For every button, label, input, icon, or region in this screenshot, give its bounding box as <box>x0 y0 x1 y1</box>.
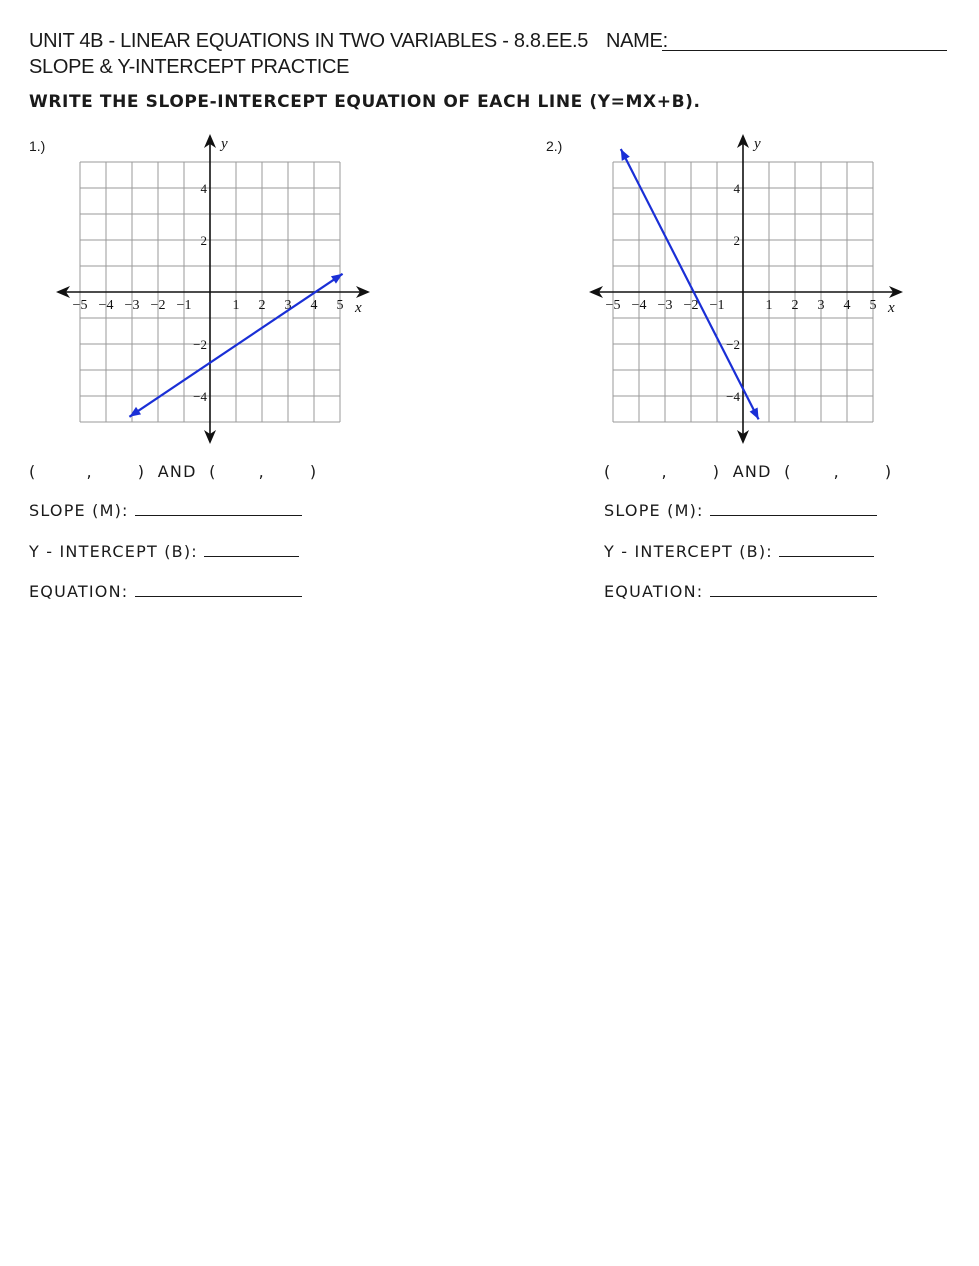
slope-answer-blank[interactable] <box>710 501 877 516</box>
x-axis-label: x <box>355 300 362 316</box>
slope-label: SLOPE (M): <box>604 501 704 520</box>
slope-answer-blank[interactable] <box>135 501 302 516</box>
x-tick-label: 4 <box>310 298 318 313</box>
name-label: NAME: <box>606 30 668 52</box>
coordinate-plane-2 <box>583 130 913 446</box>
x-tick-label: −2 <box>150 298 166 313</box>
x-tick-label: 2 <box>791 298 799 313</box>
name-field[interactable] <box>662 50 947 51</box>
paren-open: ( <box>29 462 37 481</box>
x-axis-label: x <box>888 300 895 316</box>
x-tick-label: 3 <box>284 298 292 313</box>
x-tick-label: −2 <box>683 298 699 313</box>
y-axis-label: y <box>221 136 228 152</box>
y-tick-label: −4 <box>193 389 207 404</box>
x-tick-label: −3 <box>657 298 673 313</box>
slope-label: SLOPE (M): <box>29 501 129 520</box>
problem-1-graph <box>50 130 380 451</box>
x-tick-label: −5 <box>72 298 88 313</box>
y-tick-label: −2 <box>726 337 740 352</box>
instructions: WRITE THE SLOPE-INTERCEPT EQUATION OF EACH LINE (Y=MX+B). <box>29 92 701 112</box>
y-tick-label: 4 <box>733 181 740 196</box>
paren-open: ( <box>604 462 612 481</box>
comma: , <box>86 462 93 481</box>
y-tick-label: 2 <box>200 233 207 248</box>
x-tick-label: −4 <box>631 298 647 313</box>
y-axis-label: y <box>754 136 761 152</box>
intercept-answer-blank[interactable] <box>779 542 874 557</box>
intercept-label: Y - INTERCEPT (B): <box>29 542 198 561</box>
paren-close: ) <box>884 462 893 481</box>
x-tick-label: −5 <box>605 298 621 313</box>
and-text: ) AND ( <box>137 462 217 481</box>
worksheet-title: UNIT 4B - LINEAR EQUATIONS IN TWO VARIABLES - 8.8.EE.5 <box>29 30 589 52</box>
equation-answer-blank[interactable] <box>135 582 302 597</box>
x-tick-label: 1 <box>765 298 773 313</box>
x-tick-label: 1 <box>232 298 240 313</box>
x-tick-label: −4 <box>98 298 114 313</box>
coordinate-plane-1 <box>50 130 380 446</box>
problem-1-points-prompt <box>29 462 317 481</box>
and-text: ) AND ( <box>712 462 792 481</box>
equation-label: EQUATION: <box>29 582 129 601</box>
problem-2-points-prompt <box>604 462 892 481</box>
problem-2-equation <box>604 582 877 601</box>
x-tick-label: −1 <box>709 298 725 313</box>
comma: , <box>258 462 265 481</box>
problem-1-equation <box>29 582 302 601</box>
worksheet-subtitle: SLOPE & Y-INTERCEPT PRACTICE <box>29 56 350 78</box>
problem-1-slope <box>29 501 302 520</box>
x-tick-label: −3 <box>124 298 140 313</box>
paren-close: ) <box>309 462 318 481</box>
problem-2-intercept <box>604 542 874 561</box>
comma: , <box>661 462 668 481</box>
line-arrow-end <box>331 274 343 284</box>
problem-2-slope <box>604 501 877 520</box>
intercept-label: Y - INTERCEPT (B): <box>604 542 773 561</box>
comma: , <box>833 462 840 481</box>
intercept-answer-blank[interactable] <box>204 542 299 557</box>
x-tick-label: 5 <box>336 298 344 313</box>
line-arrow-start <box>129 407 141 417</box>
x-tick-label: 2 <box>258 298 266 313</box>
equation-label: EQUATION: <box>604 582 704 601</box>
y-tick-label: 2 <box>733 233 740 248</box>
x-tick-label: −1 <box>176 298 192 313</box>
y-tick-label: −4 <box>726 389 740 404</box>
problem-2-number: 2.) <box>546 138 563 154</box>
x-tick-label: 5 <box>869 298 877 313</box>
x-tick-label: 4 <box>843 298 851 313</box>
problem-1-intercept <box>29 542 299 561</box>
x-tick-label: 3 <box>817 298 825 313</box>
equation-answer-blank[interactable] <box>710 582 877 597</box>
y-tick-label: −2 <box>193 337 207 352</box>
problem-1-number: 1.) <box>29 138 46 154</box>
problem-2-graph <box>583 130 913 451</box>
y-tick-label: 4 <box>200 181 207 196</box>
